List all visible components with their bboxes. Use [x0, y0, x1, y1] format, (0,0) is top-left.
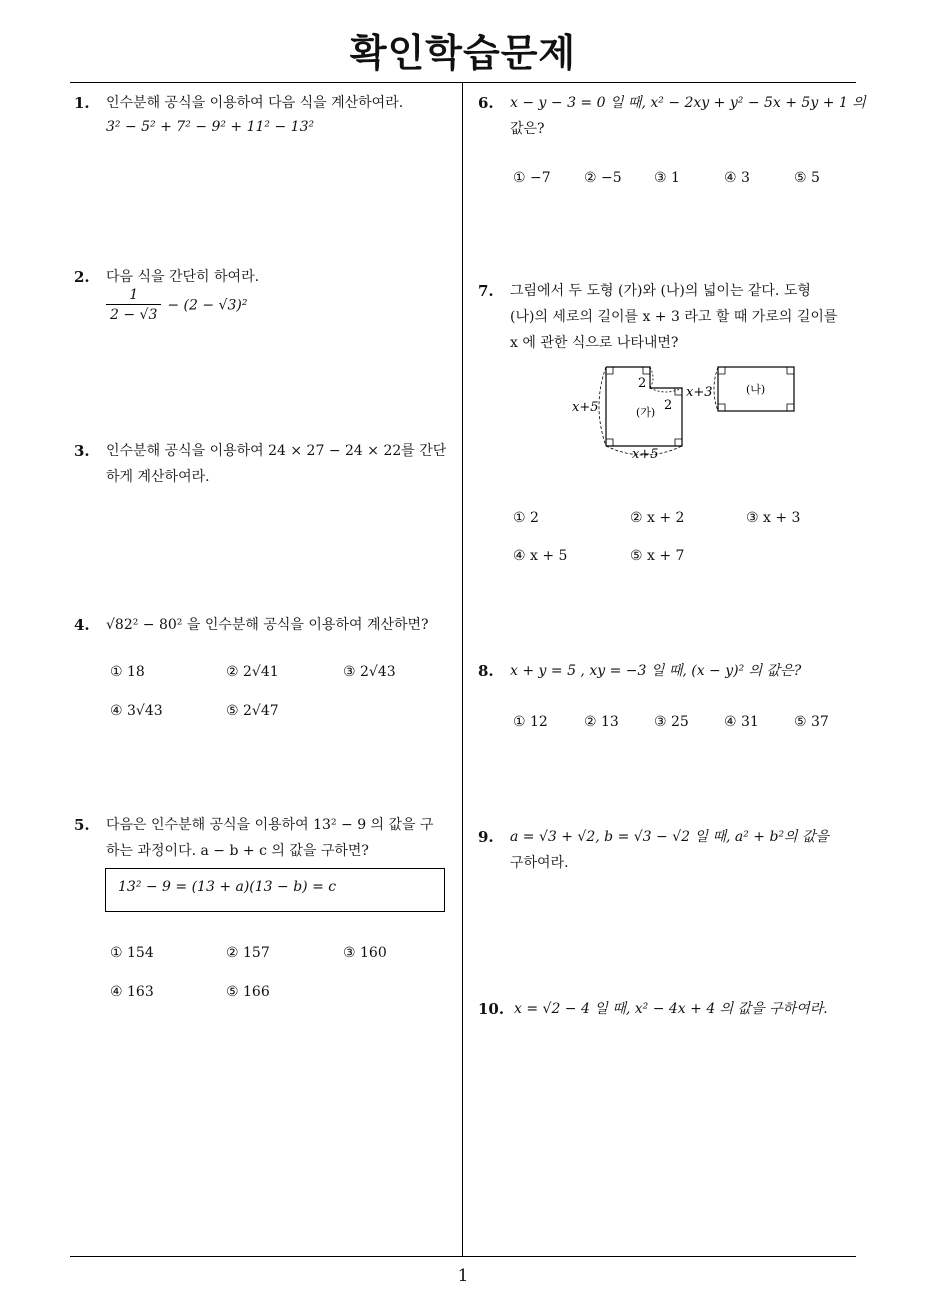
question-number: 5.: [74, 816, 90, 834]
question-number: 7.: [478, 282, 494, 300]
choice-4[interactable]: ④ 3√43: [110, 703, 163, 719]
choice-5[interactable]: ⑤ 166: [226, 984, 270, 1000]
question-expression: [106, 286, 247, 325]
choice-1[interactable]: ① 12: [513, 714, 548, 730]
page-title: 확인학습문제: [349, 31, 577, 75]
choice-2[interactable]: ② 2√41: [226, 664, 279, 680]
question-number: 1.: [74, 94, 90, 112]
choice-3[interactable]: ③ x + 3: [746, 510, 801, 526]
question-text-line2: 하는 과정이다. a − b + c 의 값을 구하면?: [106, 843, 369, 859]
question-text-line2: (나)의 세로의 길이를 x + 3 라고 할 때 가로의 길이를: [510, 309, 838, 325]
question-text-line2: 하게 계산하여라.: [106, 469, 210, 485]
choice-5[interactable]: ⑤ 5: [794, 170, 820, 186]
choice-1[interactable]: ① 154: [110, 945, 154, 961]
choice-2[interactable]: ② x + 2: [630, 510, 685, 526]
question-number: 4.: [74, 616, 90, 634]
label-cut-horizontal: 2: [664, 398, 673, 413]
top-rule: [70, 82, 856, 83]
figure-shapes: [568, 362, 804, 464]
question-text: x = √2 − 4 일 때, x² − 4x + 4 의 값을 구하여라.: [514, 1001, 828, 1017]
question-text-line2: 구하여라.: [510, 855, 569, 871]
choice-5[interactable]: ⑤ 2√47: [226, 703, 279, 719]
question-text-line3: x 에 관한 식으로 나타내면?: [510, 335, 679, 351]
fraction: [106, 286, 161, 325]
choice-2[interactable]: ② −5: [584, 170, 622, 186]
label-shape-a: (가): [636, 406, 656, 419]
equation-box: 13² − 9 = (13 + a)(13 − b) = c: [105, 868, 445, 912]
choice-1[interactable]: ① 18: [110, 664, 145, 680]
question-number: 3.: [74, 442, 90, 460]
label-shape-b: (나): [746, 383, 766, 396]
question-text: 인수분해 공식을 이용하여 24 × 27 − 24 × 22를 간단: [106, 443, 447, 459]
choice-3[interactable]: ③ 25: [654, 714, 689, 730]
choice-5[interactable]: ⑤ 37: [794, 714, 829, 730]
question-number: 9.: [478, 828, 494, 846]
choice-2[interactable]: ② 157: [226, 945, 270, 961]
question-text: a = √3 + √2, b = √3 − √2 일 때, a² + b²의 값을: [510, 829, 830, 845]
choice-2[interactable]: ② 13: [584, 714, 619, 730]
question-text-line2: 값은?: [510, 121, 545, 137]
choice-3[interactable]: ③ 1: [654, 170, 680, 186]
fraction-numerator: 1: [106, 286, 161, 305]
page-number: 1: [457, 1266, 469, 1286]
choice-3[interactable]: ③ 2√43: [343, 664, 396, 680]
column-divider: [462, 83, 463, 1256]
choice-3[interactable]: ③ 160: [343, 945, 387, 961]
expression-rest: − (2 − √3)²: [167, 297, 248, 314]
question-text: 그림에서 두 도형 (가)와 (나)의 넓이는 같다. 도형: [510, 283, 811, 299]
question-number: 8.: [478, 662, 494, 680]
question-text: x + y = 5 , xy = −3 일 때, (x − y)² 의 값은?: [510, 663, 802, 679]
question-text: 다음 식을 간단히 하여라.: [106, 269, 260, 285]
choice-1[interactable]: ① 2: [513, 510, 539, 526]
choice-4[interactable]: ④ 163: [110, 984, 154, 1000]
label-left-side: x+5: [572, 400, 599, 415]
question-expression: 3² − 5² + 7² − 9² + 11² − 13²: [106, 119, 315, 135]
question-number: 2.: [74, 268, 90, 286]
bottom-rule: [70, 1256, 856, 1257]
fraction-denominator: 2 − √3: [110, 307, 158, 323]
label-cut-vertical: 2: [638, 376, 647, 391]
question-text: x − y − 3 = 0 일 때, x² − 2xy + y² − 5x + 5y + 1 의: [510, 95, 866, 111]
choice-1[interactable]: ① −7: [513, 170, 551, 186]
question-text: √82² − 80² 을 인수분해 공식을 이용하여 계산하면?: [106, 617, 429, 633]
label-bottom: x+5: [632, 447, 659, 462]
label-b-height: x+3: [686, 385, 713, 400]
choice-4[interactable]: ④ 3: [724, 170, 750, 186]
question-text: 인수분해 공식을 이용하여 다음 식을 계산하여라.: [106, 95, 404, 111]
choice-5[interactable]: ⑤ x + 7: [630, 548, 685, 564]
choice-4[interactable]: ④ x + 5: [513, 548, 568, 564]
question-number: 10.: [478, 1000, 505, 1018]
choice-4[interactable]: ④ 31: [724, 714, 759, 730]
question-number: 6.: [478, 94, 494, 112]
question-text: 다음은 인수분해 공식을 이용하여 13² − 9 의 값을 구: [106, 817, 434, 833]
